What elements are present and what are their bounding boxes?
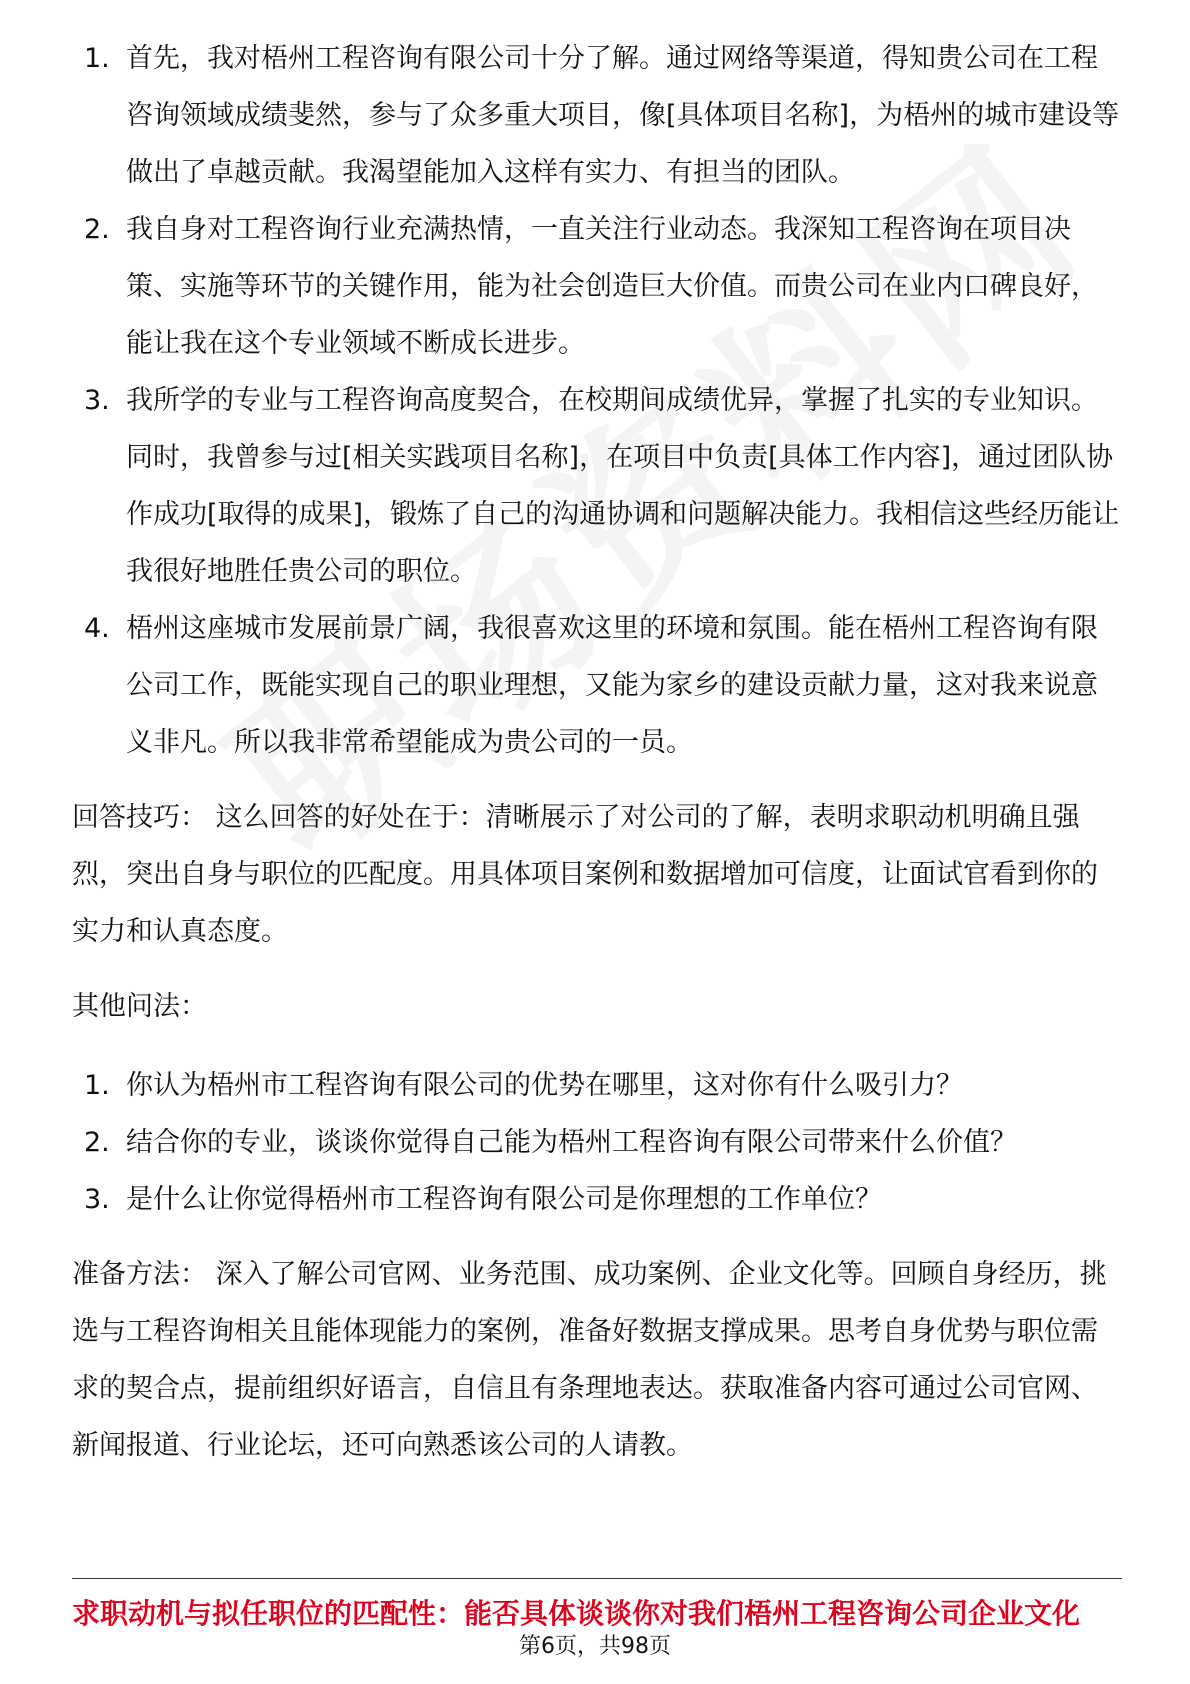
list-item bbox=[72, 372, 1122, 600]
other-questions-list bbox=[72, 1057, 1122, 1228]
list-item-text: 梧州这座城市发展前景广阔，我很喜欢这里的环境和氛围。能在梧州工程咨询有限公司工作，既能实现自己的职业理想，又能为家乡的建设贡献力量，这对我来说意义非凡。所以我非常希望能成为贵公司的一员。 bbox=[126, 613, 1098, 758]
list-item bbox=[72, 1171, 1122, 1228]
list-number: 2. bbox=[84, 1127, 110, 1158]
footer-divider bbox=[72, 1578, 1122, 1579]
list-number: 2. bbox=[84, 214, 110, 245]
list-item-text: 我所学的专业与工程咨询高度契合，在校期间成绩优异，掌握了扎实的专业知识。同时，我曾参与过[相关实践项目名称]，在项目中负责[具体工作内容]，通过团队协作成功[取得的成果]，锻炼了自己的沟通协调和问题解决能力。我相信这些经历能让我很好地胜任贵公司的职位。 bbox=[126, 385, 1120, 587]
other-questions-heading: 其他问法： bbox=[72, 991, 207, 1022]
page-number: 第6页，共98页 bbox=[519, 1634, 671, 1659]
list-item-text: 你认为梧州市工程咨询有限公司的优势在哪里，这对你有什么吸引力？ bbox=[126, 1070, 963, 1101]
preparation-paragraph: 准备方法： 深入了解公司官网、业务范围、成功案例、企业文化等。回顾自身经历，挑选与工程咨询相关且能体现能力的案例，准备好数据支撑成果。思考自身优势与职位需求的契合点，提前组织好语言，自信且有条理地表达。获取准备内容可通过公司官网、新闻报道、行业论坛，还可向熟悉该公司的人请教。 bbox=[72, 1259, 1107, 1461]
list-number: 3. bbox=[84, 1184, 110, 1215]
list-number: 4. bbox=[84, 613, 110, 644]
list-item-text: 结合你的专业，谈谈你觉得自己能为梧州工程咨询有限公司带来什么价值？ bbox=[126, 1127, 1017, 1158]
list-item bbox=[72, 30, 1122, 201]
list-item bbox=[72, 1114, 1122, 1171]
list-item-text: 我自身对工程咨询行业充满热情，一直关注行业动态。我深知工程咨询在项目决策、实施等环节的关键作用，能为社会创造巨大价值。而贵公司在业内口碑良好，能让我在这个专业领域不断成长进步。 bbox=[126, 214, 1098, 359]
list-item-text: 首先，我对梧州工程咨询有限公司十分了解。通过网络等渠道，得知贵公司在工程咨询领域成绩斐然，参与了众多重大项目，像[具体项目名称]，为梧州的城市建设等做出了卓越贡献。我渴望能加入这样有实力、有担当的团队。 bbox=[126, 43, 1120, 188]
page-content bbox=[72, 30, 1122, 1474]
list-number: 1. bbox=[84, 43, 110, 74]
list-item bbox=[72, 1057, 1122, 1114]
list-number: 3. bbox=[84, 385, 110, 416]
next-question-title: 求职动机与拟任职位的匹配性：能否具体谈谈你对我们梧州工程咨询公司企业文化 bbox=[72, 1597, 1081, 1630]
list-number: 1. bbox=[84, 1070, 110, 1101]
list-item-text: 是什么让你觉得梧州市工程咨询有限公司是你理想的工作单位？ bbox=[126, 1184, 882, 1215]
list-item bbox=[72, 201, 1122, 372]
answer-list bbox=[72, 30, 1122, 771]
answer-tips-paragraph: 回答技巧： 这么回答的好处在于：清晰展示了对公司的了解，表明求职动机明确且强烈，突出自身与职位的匹配度。用具体项目案例和数据增加可信度，让面试官看到你的实力和认真态度。 bbox=[72, 802, 1098, 947]
list-item bbox=[72, 600, 1122, 771]
